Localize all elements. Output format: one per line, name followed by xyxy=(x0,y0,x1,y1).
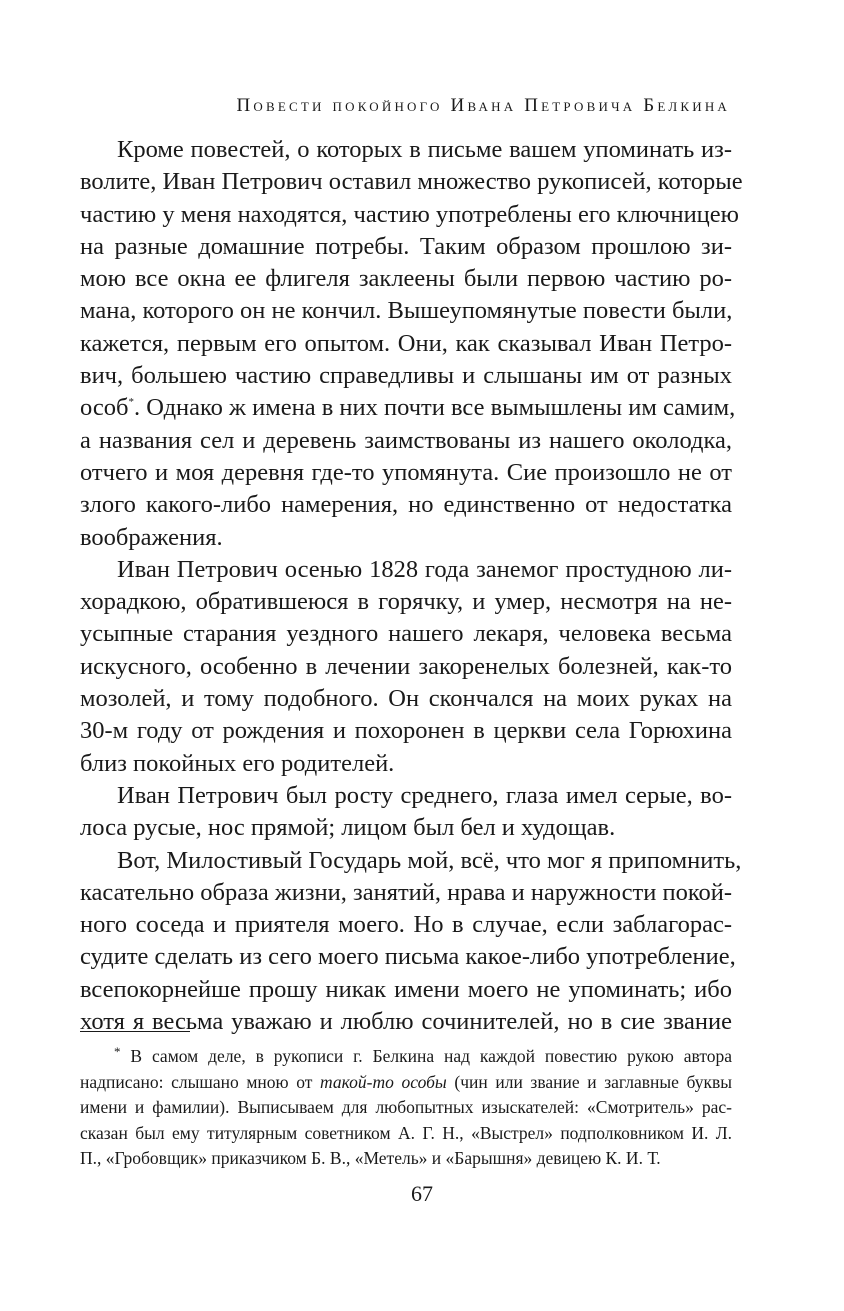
footnote-line: П., «Гробовщик» приказчиком Б. В., «Метель» и «Барышня» девицею К. И. Т. xyxy=(80,1148,661,1168)
text-line: вич, большею частию справедливы и слышаны им от разных xyxy=(80,362,732,390)
footnote xyxy=(80,1044,732,1172)
italic-fragment: такой-то особы xyxy=(320,1071,447,1092)
text-line: 30-м году от рождения и похоронен в церкви села Горюхина xyxy=(80,717,732,745)
footnote-divider xyxy=(80,1031,190,1032)
text-line: мою все окна ее флигеля заклеены были первою частию ро- xyxy=(80,265,732,293)
text-line: близ покойных его родителей. xyxy=(80,749,395,777)
text-line: злого какого-либо намерения, но единственно от недостатка xyxy=(80,491,732,519)
body-text xyxy=(80,134,743,1038)
text-line: волите, Иван Петрович оставил множество рукописей, которые xyxy=(80,168,743,196)
text-line: воображения. xyxy=(80,523,223,551)
text-line: Вот, Милостивый Государь мой, всё, что мог я припомнить, xyxy=(117,846,742,874)
text-line: а названия сел и деревень заимствованы из нашего околодка, xyxy=(80,426,732,454)
text-fragment: особ xyxy=(80,394,129,422)
footnote-line: сказан был ему титулярным советником А. Г. Н., «Выстрел» подполковником И. Л. xyxy=(80,1122,732,1143)
text-line: Иван Петрович был росту среднего, глаза имел серые, во- xyxy=(117,781,732,809)
footnote-marker: * xyxy=(114,1044,121,1059)
footnote-line: имени и фамилии). Выписываем для любопытных изыскателей: «Смотритель» рас- xyxy=(80,1097,732,1117)
text-fragment: . Однако ж имена в них почти все вымышлены им самим, xyxy=(133,394,736,422)
text-line: Иван Петрович осенью 1828 года занемог простудною ли- xyxy=(117,555,732,583)
page-number: 67 xyxy=(411,1181,433,1206)
text-line: Кроме повестей, о которых в письме вашем упоминать из- xyxy=(117,136,732,163)
text-line: частию у меня находятся, частию употреблены его ключницею xyxy=(80,200,739,228)
text-line: кажется, первым его опытом. Они, как сказывал Иван Петро- xyxy=(80,329,732,357)
footnote-line xyxy=(80,1070,732,1096)
text-line: отчего и моя деревня где-то упомянута. Сие произошло не от xyxy=(80,458,732,486)
text-fragment: (чин или звание и заглавные буквы xyxy=(446,1071,733,1092)
text-line-with-footnote-ref xyxy=(80,392,736,424)
text-line: на разные домашние потребы. Таким образом прошлою зи- xyxy=(80,232,732,260)
text-line: хорадкою, обратившеюся в горячку, и умер, несмотря на не- xyxy=(80,588,732,616)
text-fragment: В самом деле, в рукописи г. Белкина над каждой повестию рукою автора xyxy=(130,1046,733,1066)
text-line: судите сделать из сего моего письма какое-либо употребление, xyxy=(80,943,736,971)
text-line: искусного, особенно в лечении закоренелых болезней, как-то xyxy=(80,652,732,680)
text-line: хотя я весьма уважаю и люблю сочинителей, но в сие звание xyxy=(80,1008,732,1036)
text-line: мана, которого он не кончил. Вышеупомянутые повести были, xyxy=(80,297,733,325)
text-line: касательно образа жизни, занятий, нрава и наружности покой- xyxy=(80,878,732,906)
text-line: усыпные старания уездного нашего лекаря, человека весьма xyxy=(80,620,732,648)
footnote-reference: * xyxy=(128,396,134,409)
running-head: Повести покойного Ивана Петровича Белкина xyxy=(236,95,730,116)
text-line: ного соседа и приятеля моего. Но в случае, если заблагорас- xyxy=(80,911,732,939)
text-line: всепокорнейше прошу никак имени моего не упоминать; ибо xyxy=(80,975,732,1003)
text-line: лоса русые, нос прямой; лицом был бел и худощав. xyxy=(80,814,616,842)
footnote-line xyxy=(80,1044,732,1070)
text-line: мозолей, и тому подобного. Он скончался на моих руках на xyxy=(80,685,732,713)
text-fragment: надписано: слышано мною от xyxy=(80,1071,321,1092)
